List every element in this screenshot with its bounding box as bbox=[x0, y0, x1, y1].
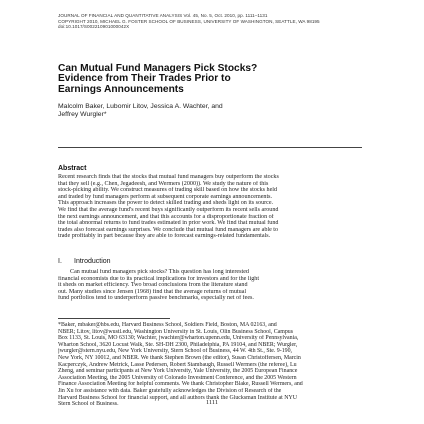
abstract-line: This approach increases the power to detect skilled trading and sheds light on its source. bbox=[58, 200, 274, 207]
abstract-line: that they sell (e.g., Chen, Jegadeesh, and Wermers (2000)). We study the nature of this bbox=[58, 180, 269, 187]
footnote-divider bbox=[58, 318, 170, 319]
author-line: Malcolm Baker, Lubomir Litov, Jessica A. Wachter, and bbox=[58, 103, 223, 110]
footnote-line: NBER; Litov, litov@wustl.edu, Washington University in St. Louis, Olin Business School, Campus bbox=[58, 328, 294, 335]
author-footnote bbox=[58, 322, 362, 408]
header-divider bbox=[58, 147, 362, 148]
introduction-line: it sheds on market efficiency. Two broad conclusions from the literature stand bbox=[58, 282, 248, 289]
abstract-line: trade profitably in part because they are able to forecast earnings-related fundamentals. bbox=[58, 233, 271, 240]
running-head-line: doi:10.1017/S002210901000042X bbox=[58, 24, 130, 30]
running-head-line: COPYRIGHT 2010, MICHAEL G. FOSTER SCHOOL OF BUSINESS, UNIVERSITY OF WASHINGTON, SEATTLE, WA 98195 bbox=[58, 18, 320, 24]
footnote-line: Association Meeting, the 2005 University of Colorado Investment Conference, and the 2005 Western bbox=[58, 374, 297, 381]
introduction-line: Can mutual fund managers pick stocks? This question has long interested bbox=[70, 269, 249, 275]
introduction-line: fund portfolios tend to underperform passive benchmarks, especially net of fees. bbox=[58, 295, 254, 302]
running-head-line: JOURNAL OF FINANCIAL AND QUANTITATIVE ANALYSIS Vol. 45, No. 5, Oct. 2010, pp. 1111–1131 bbox=[58, 13, 268, 18]
paper-title bbox=[58, 64, 358, 95]
section-title: Introduction bbox=[74, 258, 111, 265]
footnote-line: Kacperczyk, Andrew Metrick, Lasse Pedersen, Robert Stambaugh, Russell Wermers (the referee), Lu bbox=[58, 361, 297, 368]
footnote-line: jwurgler@stern.nyu.edu, New York University, Stern School of Business, 44 W. 4th St., Ste. 9-190, bbox=[58, 348, 293, 355]
introduction-line: financial economists due to its practical implications for investors and for the light bbox=[58, 275, 260, 282]
footnote-line: Wharton School, 3620 Locust Walk, Ste. SH-DH 2300, Philadelphia, PA 19104, and NBER; Wurgler, bbox=[58, 341, 298, 348]
title-line: Evidence from Their Trades Prior to bbox=[58, 73, 231, 85]
abstract-line: trades also forecast earnings surprises. We conclude that mutual fund managers are able to bbox=[58, 226, 279, 233]
introduction-line: out. Many studies since Jensen (1968) find that the average returns of mutual bbox=[58, 288, 247, 295]
footnote-line: Box 1133, St. Louis, MO 63130; Wachter, jwachter@wharton.upenn.edu, University of Pennsylvania, bbox=[58, 335, 299, 342]
introduction-body bbox=[58, 269, 362, 302]
abstract-line: the next earnings announcement, and that this accounts for a disproportionate fraction of bbox=[58, 213, 274, 220]
footnote-line: Finance Association Meeting for helpful comments. We thank Christopher Blake, Russell Wermers, and bbox=[58, 381, 303, 388]
abstract-heading: Abstract bbox=[58, 165, 87, 172]
abstract-line: We find that the average fund's recent buys significantly outperform its recent sells around bbox=[58, 206, 279, 213]
footnote-line: *Baker, mbaker@hbs.edu, Harvard Business School, Soldiers Field, Boston, MA 02163, and bbox=[58, 322, 277, 328]
title-line: Can Mutual Fund Managers Pick Stocks? bbox=[58, 63, 258, 74]
abstract-line: Recent research finds that the stocks that mutual fund managers buy outperform the stocks bbox=[58, 174, 279, 180]
footnote-line: Zheng, and seminar participants at New York University, Yale University, the 2005 European Finance bbox=[58, 368, 298, 375]
footnote-line: Harvard Business School for financial support, and all authors thank the Glucksman Institute at NYU bbox=[58, 394, 298, 401]
footnote-line: New York, NY 10012, and NBER. We thank Stephen Brown (the editor), Susan Christoffersen, Marcin bbox=[58, 354, 301, 361]
abstract-body bbox=[58, 174, 362, 240]
abstract-line: the total abnormal returns to fund trades estimated in prior work. We find that mutual fund bbox=[58, 220, 279, 227]
footnote-line: Jin Xu for assistance with data. Baker gratefully acknowledges the Division of Research of the bbox=[58, 387, 282, 394]
abstract-line: stock-picking ability. We construct measures of trading skill based on how the stocks held bbox=[58, 187, 278, 194]
footnote-line: Stern School of Business. bbox=[58, 401, 119, 408]
section-number: I. bbox=[58, 258, 62, 265]
running-head bbox=[58, 13, 368, 30]
title-line: Earnings Announcements bbox=[58, 83, 184, 95]
abstract-line: and traded by fund managers perform at subsequent corporate earnings announcements. bbox=[58, 193, 273, 200]
author-line: Jeffrey Wurgler* bbox=[58, 111, 107, 118]
page-number: 1111 bbox=[205, 399, 219, 406]
author-list bbox=[58, 103, 358, 119]
introduction-heading bbox=[58, 258, 111, 265]
